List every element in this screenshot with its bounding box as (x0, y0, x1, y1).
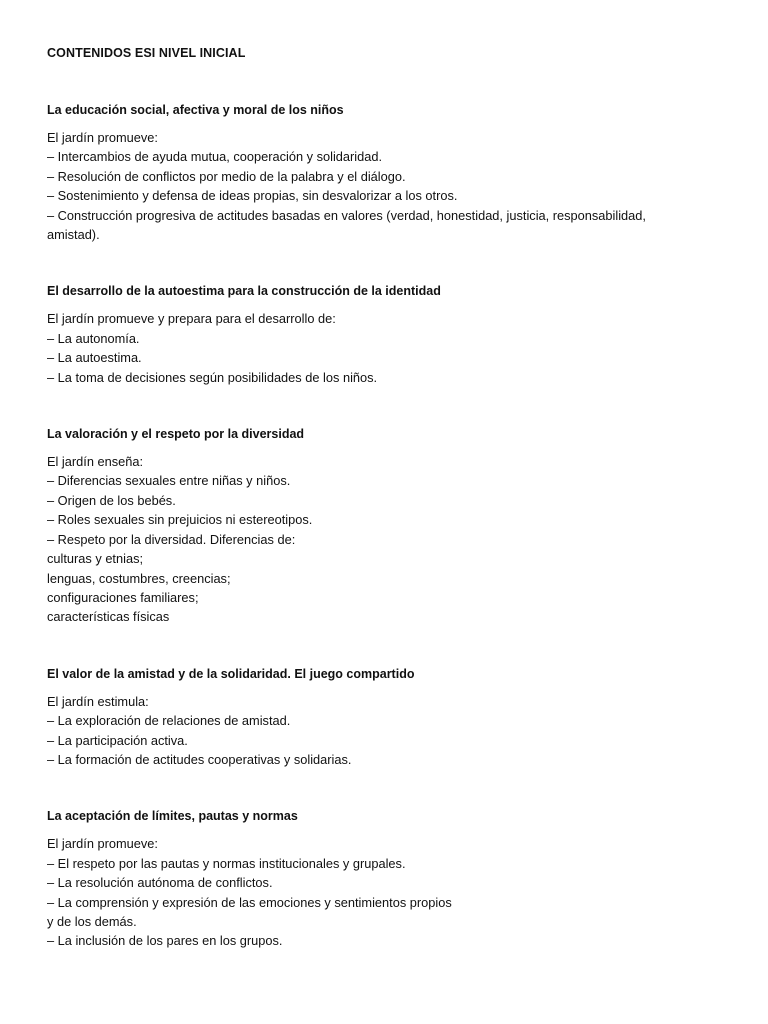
list-item: – Origen de los bebés. (47, 492, 176, 508)
list-item: – La inclusión de los pares en los grupos. (47, 933, 283, 949)
list-item: – Construcción progresiva de actitudes basadas en valores (verdad, honestidad, justicia, responsabilidad, (47, 207, 646, 223)
content-list (47, 854, 717, 951)
section-heading: El valor de la amistad y de la solidaridad. El juego compartido (47, 666, 415, 681)
list-item: – Resolución de conflictos por medio de la palabra y el diálogo. (47, 168, 406, 184)
section-amistad (47, 665, 717, 770)
list-item: – La toma de decisiones según posibilidades de los niños. (47, 369, 378, 385)
list-item: amistad). (47, 227, 100, 243)
content-list (47, 711, 717, 769)
document-title: CONTENIDOS ESI NIVEL INICIAL (47, 46, 246, 60)
list-item: y de los demás. (47, 913, 137, 929)
list-item: – Intercambios de ayuda mutua, cooperación y solidaridad. (47, 149, 383, 165)
section-intro: El jardín promueve y prepara para el desarrollo de: (47, 311, 336, 327)
list-item: – La comprensión y expresión de las emociones y sentimientos propios (47, 894, 452, 910)
section-intro: El jardín enseña: (47, 454, 144, 470)
content-list (47, 147, 717, 244)
section-intro: El jardín promueve: (47, 130, 158, 145)
list-item: culturas y etnias; (47, 551, 144, 567)
section-heading: La educación social, afectiva y moral de los niños (47, 103, 344, 117)
list-item: lenguas, costumbres, creencias; (47, 570, 231, 586)
section-autoestima (47, 282, 717, 387)
content-list (47, 329, 717, 387)
section-heading: La aceptación de límites, pautas y normas (47, 809, 298, 824)
section-educacion-social (47, 101, 717, 244)
section-intro: El jardín promueve: (47, 836, 158, 852)
list-item: – La exploración de relaciones de amistad. (47, 713, 291, 729)
list-item: – La autonomía. (47, 330, 140, 346)
section-heading: El desarrollo de la autoestima para la construcción de la identidad (47, 284, 441, 299)
list-item: – La autoestima. (47, 350, 142, 366)
list-item: – Roles sexuales sin prejuicios ni estereotipos. (47, 512, 313, 528)
list-item: – La participación activa. (47, 732, 188, 748)
section-diversidad (47, 425, 717, 627)
list-item: – La formación de actitudes cooperativas y solidarias. (47, 751, 352, 767)
section-limites (47, 807, 717, 950)
list-item: – Sostenimiento y defensa de ideas propias, sin desvalorizar a los otros. (47, 188, 458, 204)
list-item: – Respeto por la diversidad. Diferencias de: (47, 531, 296, 547)
section-intro: El jardín estimula: (47, 693, 149, 709)
list-item: características físicas (47, 609, 170, 625)
list-item: – La resolución autónoma de conflictos. (47, 875, 273, 891)
section-heading: La valoración y el respeto por la diversidad (47, 427, 305, 442)
list-item: – Diferencias sexuales entre niñas y niños. (47, 473, 291, 489)
list-item: – El respeto por las pautas y normas institucionales y grupales. (47, 855, 406, 871)
list-item: configuraciones familiares; (47, 589, 199, 605)
document-page (47, 44, 717, 951)
content-list (47, 471, 717, 626)
